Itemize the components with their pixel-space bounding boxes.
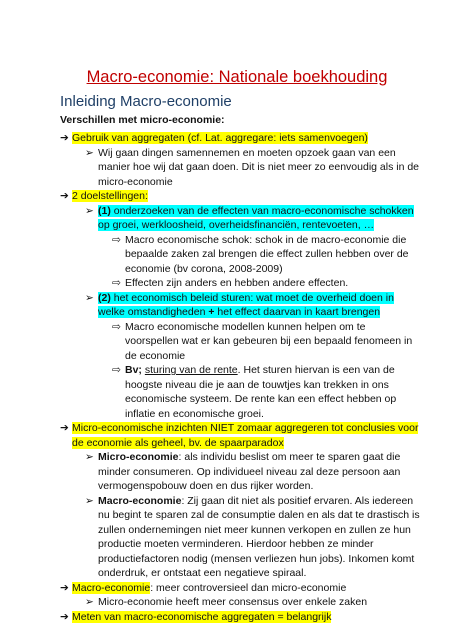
- list-item: [85, 146, 420, 190]
- hollow-arrow-bullet-icon: ⇨: [112, 320, 125, 335]
- text-run: +: [208, 306, 214, 318]
- text-run: (2): [98, 292, 111, 304]
- hollow-arrow-bullet-icon: ⇨: [112, 276, 125, 291]
- list-item-text: [98, 595, 420, 610]
- text-run: Micro-economische inzichten NIET zomaar aggregeren tot conclusies voor de economie als geheel, bv. de spaarparadox: [72, 422, 418, 449]
- text-run: Macro economische modellen kunnen helpen om te voorspellen wat er kan gebeuren bij een bepaald fenomeen in de economie: [125, 321, 412, 362]
- section-heading: Inleiding Macro-economie: [60, 93, 232, 110]
- subsection-heading: Verschillen met micro-economie:: [60, 114, 225, 126]
- chevron-bullet-icon: ➢: [85, 494, 98, 509]
- bullet-list: [60, 131, 420, 624]
- list-item: [85, 291, 420, 320]
- text-run: Macro-economie: [72, 582, 150, 594]
- document-title: Macro-economie: Nationale boekhouding: [0, 68, 474, 87]
- list-item-text: [125, 233, 420, 277]
- text-run: het economisch beleid sturen: wat moet de overheid doen in welke omstandigheden: [98, 292, 394, 319]
- text-run: Macro-economie: [98, 495, 181, 507]
- hollow-arrow-bullet-icon: ⇨: [112, 233, 125, 248]
- list-item: [60, 581, 420, 596]
- list-item-text: [98, 204, 420, 233]
- text-run: onderzoeken van de effecten van macro-economische schokken op groei, werkloosheid, overheidsfinanciën, rentevoeten, …: [98, 205, 414, 232]
- list-item-text: [98, 494, 420, 581]
- text-run: : als individu beslist om meer te sparen gaat die minder consumeren. Op individueel niveau zal deze persoon aan vermogenspobouw doen en dus rijker worden.: [98, 451, 400, 492]
- chevron-bullet-icon: ➢: [85, 291, 98, 306]
- list-item-text: [72, 421, 420, 450]
- arrow-bullet-icon: ➔: [60, 610, 72, 624]
- list-item: [112, 233, 420, 277]
- text-run: Wij gaan dingen samennemen en moeten opzoek gaan van een manier hoe wij dat gaan doen. Dit is niet meer zo eenvoudig als in de micro-economie: [98, 147, 419, 188]
- list-item-text: [125, 363, 420, 421]
- list-item: [112, 363, 420, 421]
- text-run: Gebruik van aggregaten (cf. Lat. aggregare: iets samenvoegen): [72, 132, 368, 144]
- arrow-bullet-icon: ➔: [60, 421, 72, 436]
- list-item: [85, 595, 420, 610]
- list-item: [112, 320, 420, 364]
- list-item: [85, 494, 420, 581]
- text-run: : Zij gaan dit niet als positief ervaren. Als iedereen nu begint te sparen zal de consumptie dalen en als dat te drastisch is zullen ondernemingen niet meer kunnen verkopen en zullen ze hun productie moeten verminderen. Hierdoor hebben ze minder productiefactoren nodig (mensen verliezen hun jobs). Inkomen komt onderdruk, er ontstaat een negatieve spiraal.: [98, 495, 420, 580]
- chevron-bullet-icon: ➢: [85, 595, 98, 610]
- text-run: Micro-economie heeft meer consensus over enkele zaken: [98, 596, 367, 608]
- list-item: [60, 421, 420, 450]
- chevron-bullet-icon: ➢: [85, 204, 98, 219]
- text-run: het effect daarvan in kaart brengen: [214, 306, 380, 318]
- text-run: Micro-economie: [98, 451, 179, 463]
- arrow-bullet-icon: ➔: [60, 581, 72, 596]
- list-item: [60, 131, 420, 146]
- text-run: Macro economische schok: schok in de macro-economie die bepaalde zaken zal brengen die effect zullen hebben over de economie (bv corona, 2008-2009): [125, 234, 409, 275]
- list-item-text: [72, 581, 420, 596]
- text-run: Effecten zijn anders en hebben andere effecten.: [125, 277, 348, 289]
- text-run: 2 doelstellingen:: [72, 190, 148, 202]
- list-item-text: [72, 610, 420, 624]
- list-item-text: [72, 131, 420, 146]
- list-item-text: [98, 146, 420, 190]
- list-item-text: [125, 276, 420, 291]
- list-item: [112, 276, 420, 291]
- list-item: [85, 450, 420, 494]
- arrow-bullet-icon: ➔: [60, 131, 72, 146]
- text-run: . Het sturen hiervan is een van de hoogste niveau die je aan de touwtjes kan trekken in ons economische systeem. De rente kan een effect hebben op inflatie en economische groei.: [125, 364, 396, 420]
- list-item: [60, 189, 420, 204]
- text-run: : meer controversieel dan micro-economie: [150, 582, 346, 594]
- list-item: [85, 204, 420, 233]
- text-run: (1): [98, 205, 111, 217]
- arrow-bullet-icon: ➔: [60, 189, 72, 204]
- list-item-text: [72, 189, 420, 204]
- chevron-bullet-icon: ➢: [85, 146, 98, 161]
- chevron-bullet-icon: ➢: [85, 450, 98, 465]
- list-item-text: [98, 291, 420, 320]
- list-item: [60, 610, 420, 624]
- list-item-text: [125, 320, 420, 364]
- text-run: Meten van macro-economische aggregaten = belangrijk: [72, 611, 331, 623]
- text-run: sturing van de rente: [145, 364, 238, 376]
- list-item-text: [98, 450, 420, 494]
- hollow-arrow-bullet-icon: ⇨: [112, 363, 125, 378]
- text-run: Bv;: [125, 364, 142, 376]
